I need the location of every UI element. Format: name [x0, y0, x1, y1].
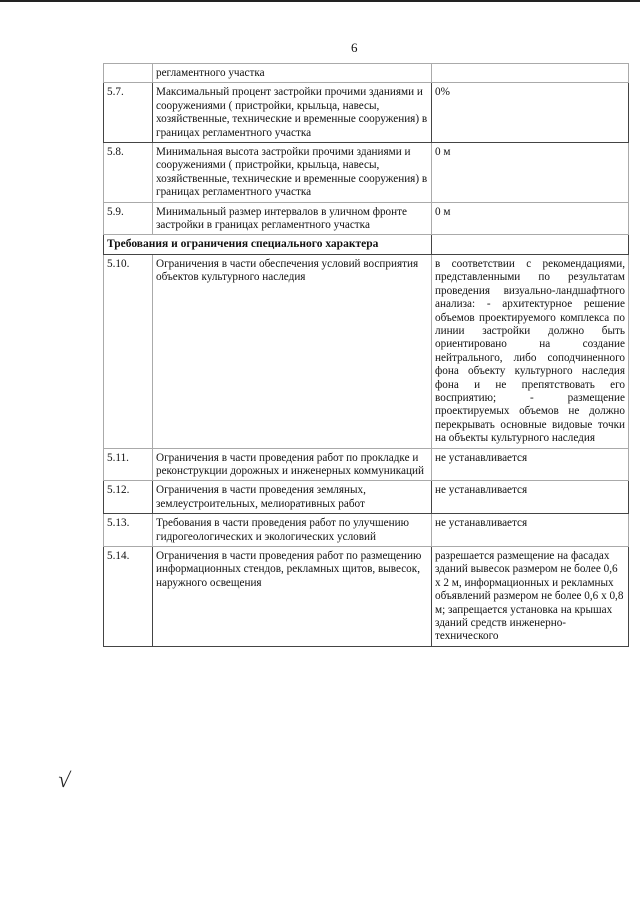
row-number — [104, 64, 153, 83]
page-number: 6 — [351, 40, 358, 55]
row-value: 0% — [432, 83, 629, 143]
row-description: Требования в части проведения работ по улучшению гидрогеологических и экологических условий — [153, 514, 432, 547]
table-row — [104, 254, 629, 448]
row-value: не устанавливается — [432, 514, 629, 547]
row-value: 0 м — [432, 143, 629, 203]
handwritten-check-mark: √ — [56, 766, 72, 793]
row-value: в соответствии с рекомендациями, представленными по результатам проведения визуально-ландшафтного анализа: - архитектурное решение объемов проектируемого комплекса по линии застройки должно быть ориентировано на создание нейтрального, либо соподчиненного фона объекту культурного наследия фона и не препятствовать его восприятию; - размещение проектируемых объемов не должно перекрывать основные видовые точки на объекты культурного наследия — [432, 254, 629, 448]
table-row — [104, 481, 629, 514]
row-value: разрешается размещение на фасадах зданий вывесок размером не более 0,6 х 2 м, информационных и рекламных объявлений размером не более 0,6 х 0,8 м; запрещается установка на крышах зданий средств инженерно-технического — [432, 547, 629, 647]
row-description: Ограничения в части обеспечения условий восприятия объектов культурного наследия — [153, 254, 432, 448]
row-description: Минимальный размер интервалов в уличном фронте застройки в границах регламентного участка — [153, 202, 432, 235]
row-value — [432, 64, 629, 83]
scan-top-edge — [0, 0, 640, 2]
table-row — [104, 83, 629, 143]
row-number: 5.13. — [104, 514, 153, 547]
row-description: Ограничения в части проведения земляных, землеустроительных, мелиоративных работ — [153, 481, 432, 514]
row-value: не устанавливается — [432, 448, 629, 481]
table-row — [104, 202, 629, 235]
row-description: Минимальная высота застройки прочими зданиями и сооружениями ( пристройки, крыльца, навесы, хозяйственные, технические и временные сооружения) в границах регламентного участка — [153, 143, 432, 203]
row-number: 5.8. — [104, 143, 153, 203]
row-number: 5.14. — [104, 547, 153, 647]
table-row — [104, 547, 629, 647]
row-number: 5.11. — [104, 448, 153, 481]
row-description: Максимальный процент застройки прочими зданиями и сооружениями ( пристройки, крыльца, навесы, хозяйственные, технические и временные сооружения) в границах регламентного участка — [153, 83, 432, 143]
section-heading-row — [104, 235, 629, 254]
section-heading-empty-cell — [432, 235, 629, 254]
row-number: 5.12. — [104, 481, 153, 514]
row-number: 5.10. — [104, 254, 153, 448]
row-value: 0 м — [432, 202, 629, 235]
row-value: не устанавливается — [432, 481, 629, 514]
row-number: 5.9. — [104, 202, 153, 235]
table-row — [104, 514, 629, 547]
regulation-table — [103, 63, 629, 647]
row-description: Ограничения в части проведения работ по прокладке и реконструкции дорожных и инженерных коммуникаций — [153, 448, 432, 481]
section-heading: Требования и ограничения специального характера — [104, 235, 432, 254]
row-description: Ограничения в части проведения работ по размещению информационных стендов, рекламных щитов, вывесок, наружного освещения — [153, 547, 432, 647]
row-number: 5.7. — [104, 83, 153, 143]
table-row — [104, 448, 629, 481]
table-row — [104, 143, 629, 203]
row-description: регламентного участка — [153, 64, 432, 83]
table-row — [104, 64, 629, 83]
